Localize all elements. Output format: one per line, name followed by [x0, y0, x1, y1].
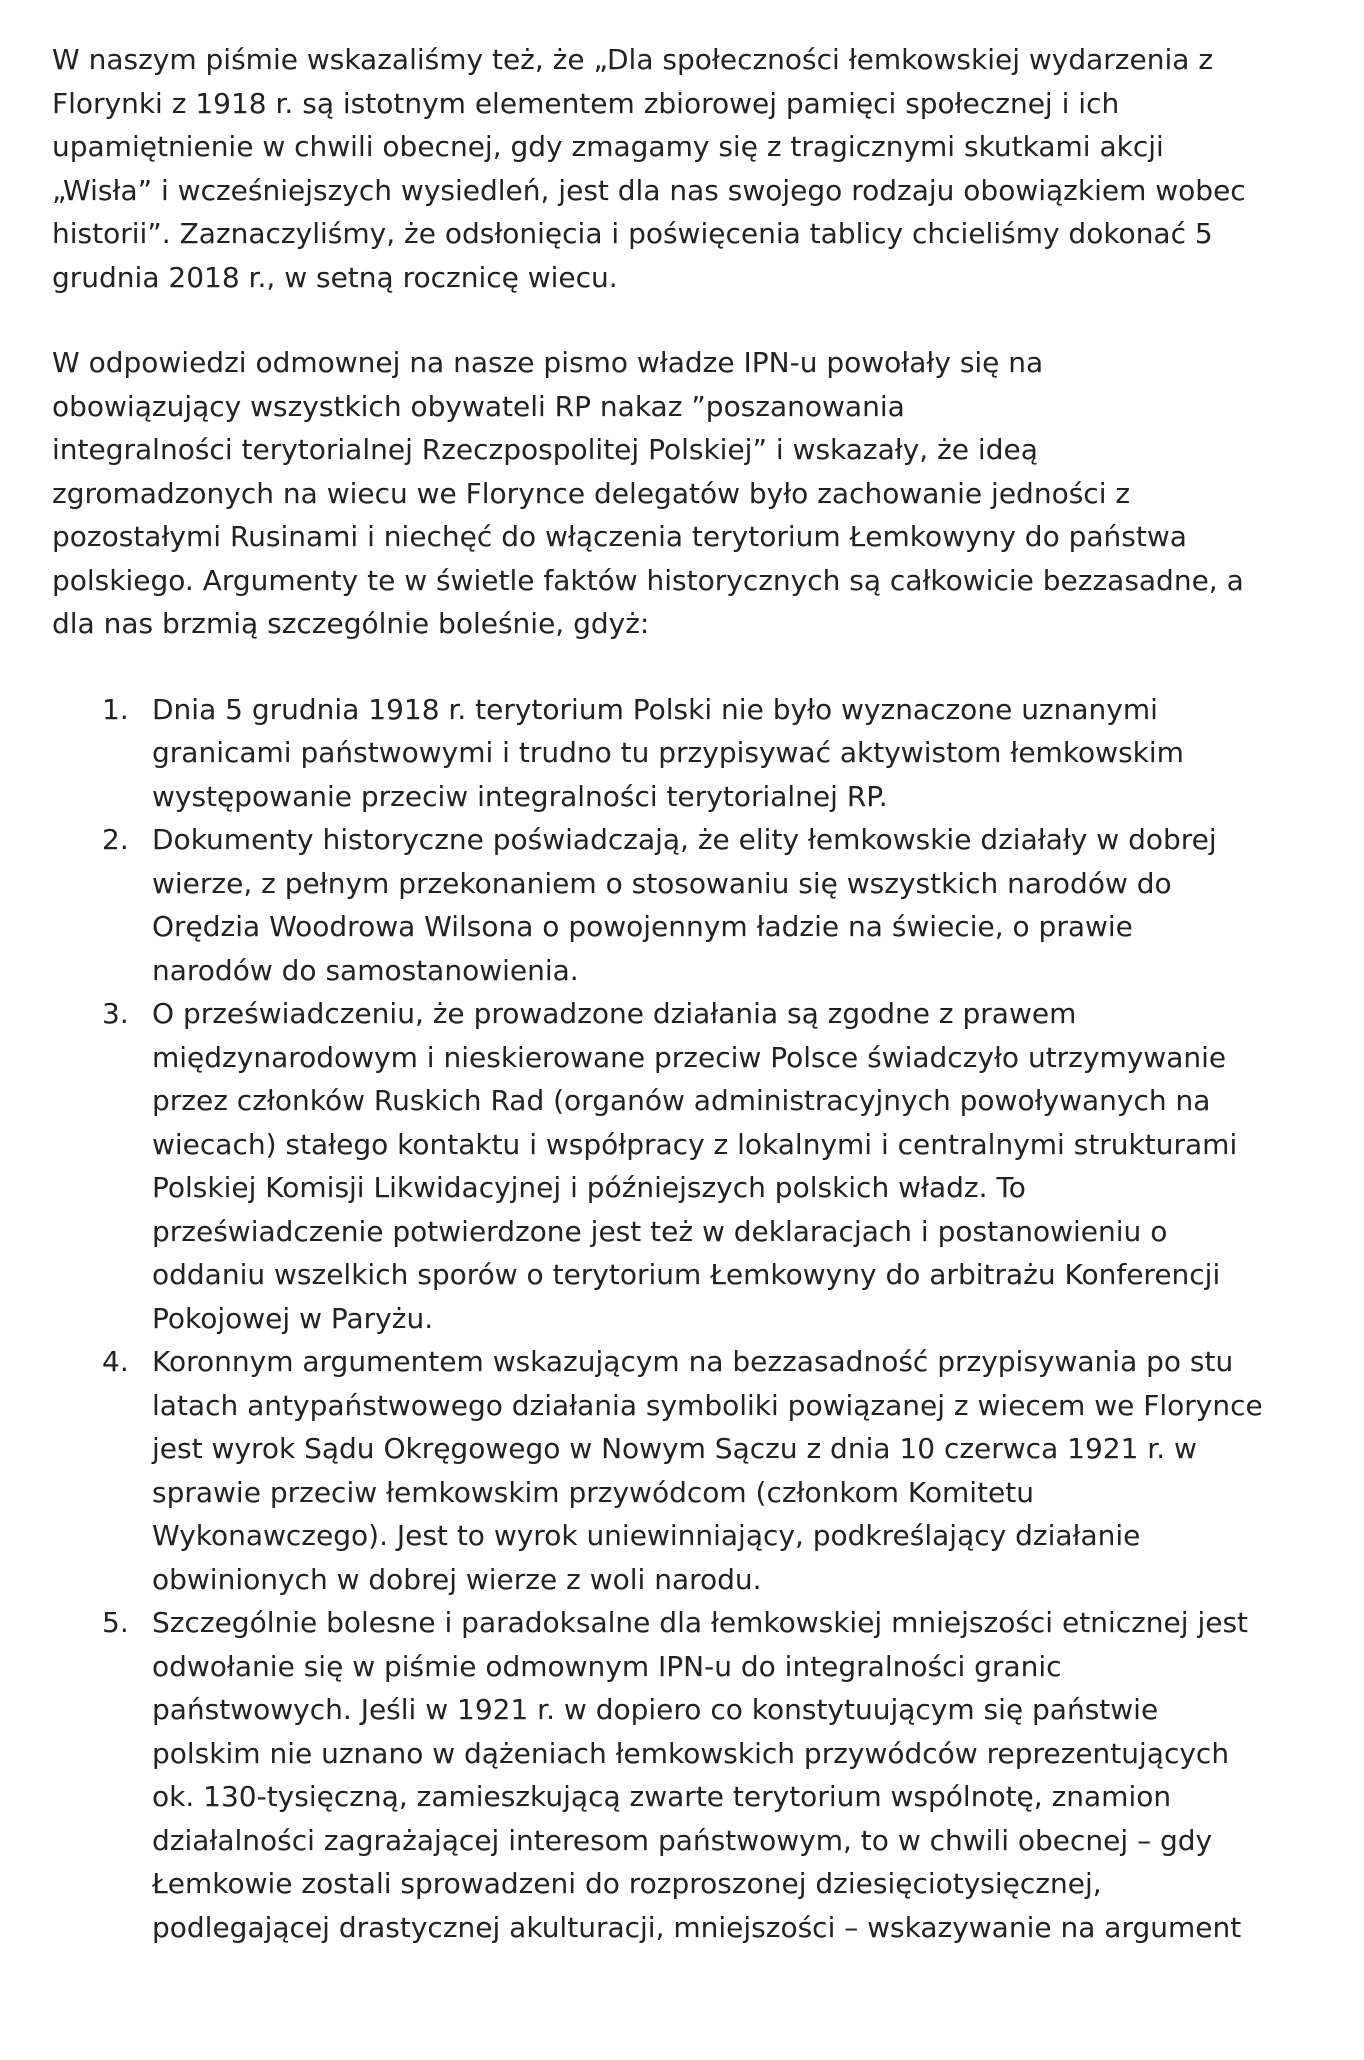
list-item	[52, 688, 1316, 819]
list-item	[52, 818, 1316, 992]
list-item-text: Dnia 5 grudnia 1918 r. terytorium Polski nie było wyznaczone uznanymi granicami państwowymi i trudno tu przypisywać aktywistom łemkowskim występowanie przeciw integralności terytorialnej RP.	[152, 692, 1184, 813]
numbered-list	[52, 688, 1316, 1950]
list-item-number: 2.	[102, 823, 129, 856]
paragraph-response: W odpowiedzi odmownej na nasze pismo władze IPN-u powołały się na obowiązujący wszystkich obywateli RP nakaz ”poszanowania integralności terytorialnej Rzeczpospolitej Polskiej” i wskazały, że ideą zgromadzonych na wiecu we Florynce delegatów było zachowanie jedności z pozostałymi Rusinami i niechęć do włączenia terytorium Łemkowyny do państwa polskiego. Argumenty te w świetle faktów historycznych są całkowicie bezzasadne, a dla nas brzmią szczególnie boleśnie, gdyż:	[52, 346, 1244, 640]
list-item-number: 1.	[102, 692, 129, 726]
list-item-text: Koronnym argumentem wskazującym na bezzasadność przypisywania po stu latach antypaństwowego działania symboliki powiązanej z wiecem we Florynce jest wyrok Sądu Okręgowego w Nowym Sączu z dnia 10 czerwca 1921 r. w sprawie przeciw łemkowskim przywódcom (członkom Komitetu Wykonawczego). Jest to wyrok uniewinniający, podkreślający działanie obwinionych w dobrej wierze z woli narodu.	[152, 1345, 1263, 1596]
list-item	[52, 992, 1316, 1340]
list-item-text: O przeświadczeniu, że prowadzone działania są zgodne z prawem międzynarodowym i nieskierowane przeciw Polsce świadczyło utrzymywanie przez członków Ruskich Rad (organów administracyjnych powoływanych na wiecach) stałego kontaktu i współpracy z lokalnymi i centralnymi strukturami Polskiej Komisji Likwidacyjnej i późniejszych polskich władz. To przeświadczenie potwierdzone jest też w deklaracjach i postanowieniu o oddaniu wszelkich sporów o terytorium Łemkowyny do arbitrażu Konferencji Pokojowej w Paryżu.	[152, 997, 1238, 1335]
list-item	[52, 1340, 1316, 1601]
list-item-text: Szczególnie bolesne i paradoksalne dla łemkowskiej mniejszości etnicznej jest odwołanie się w piśmie odmownym IPN-u do integralności granic państwowych. Jeśli w 1921 r. w dopiero co konstytuującym się państwie polskim nie uznano w dążeniach łemkowskich przywódców reprezentujących ok. 130-tysięczną, zamieszkującą zwarte terytorium wspólnotę, znamion działalności zagrażającej interesom państwowym, to w chwili obecnej – gdy Łemkowie zostali sprowadzeni do rozproszonej dziesięciotysięcznej, podlegającej drastycznej akulturacji, mniejszości – wskazywanie na argument	[152, 1606, 1249, 1944]
list-item-number: 4.	[102, 1345, 129, 1378]
list-item-number: 5.	[102, 1606, 129, 1639]
list-item-number: 3.	[102, 997, 129, 1030]
list-item-text: Dokumenty historyczne poświadczają, że elity łemkowskie działały w dobrej wierze, z pełnym przekonaniem o stosowaniu się wszystkich narodów do Orędzia Woodrowa Wilsona o powojennym ładzie na świecie, o prawie narodów do samostanowienia.	[152, 823, 1217, 987]
list-item	[52, 1601, 1316, 1949]
paragraph-intro: W naszym piśmie wskazaliśmy też, że „Dla społeczności łemkowskiej wydarzenia z Florynki z 1918 r. są istotnym elementem zbiorowej pamięci społecznej i ich upamiętnienie w chwili obecnej, gdy zmagamy się z tragicznymi skutkami akcji „Wisła” i wcześniejszych wysiedleń, jest dla nas swojego rodzaju obowiązkiem wobec historii”. Zaznaczyliśmy, że odsłonięcia i poświęcenia tablicy chcieliśmy dokonać 5 grudnia 2018 r., w setną rocznicę wiecu.	[52, 43, 1246, 294]
